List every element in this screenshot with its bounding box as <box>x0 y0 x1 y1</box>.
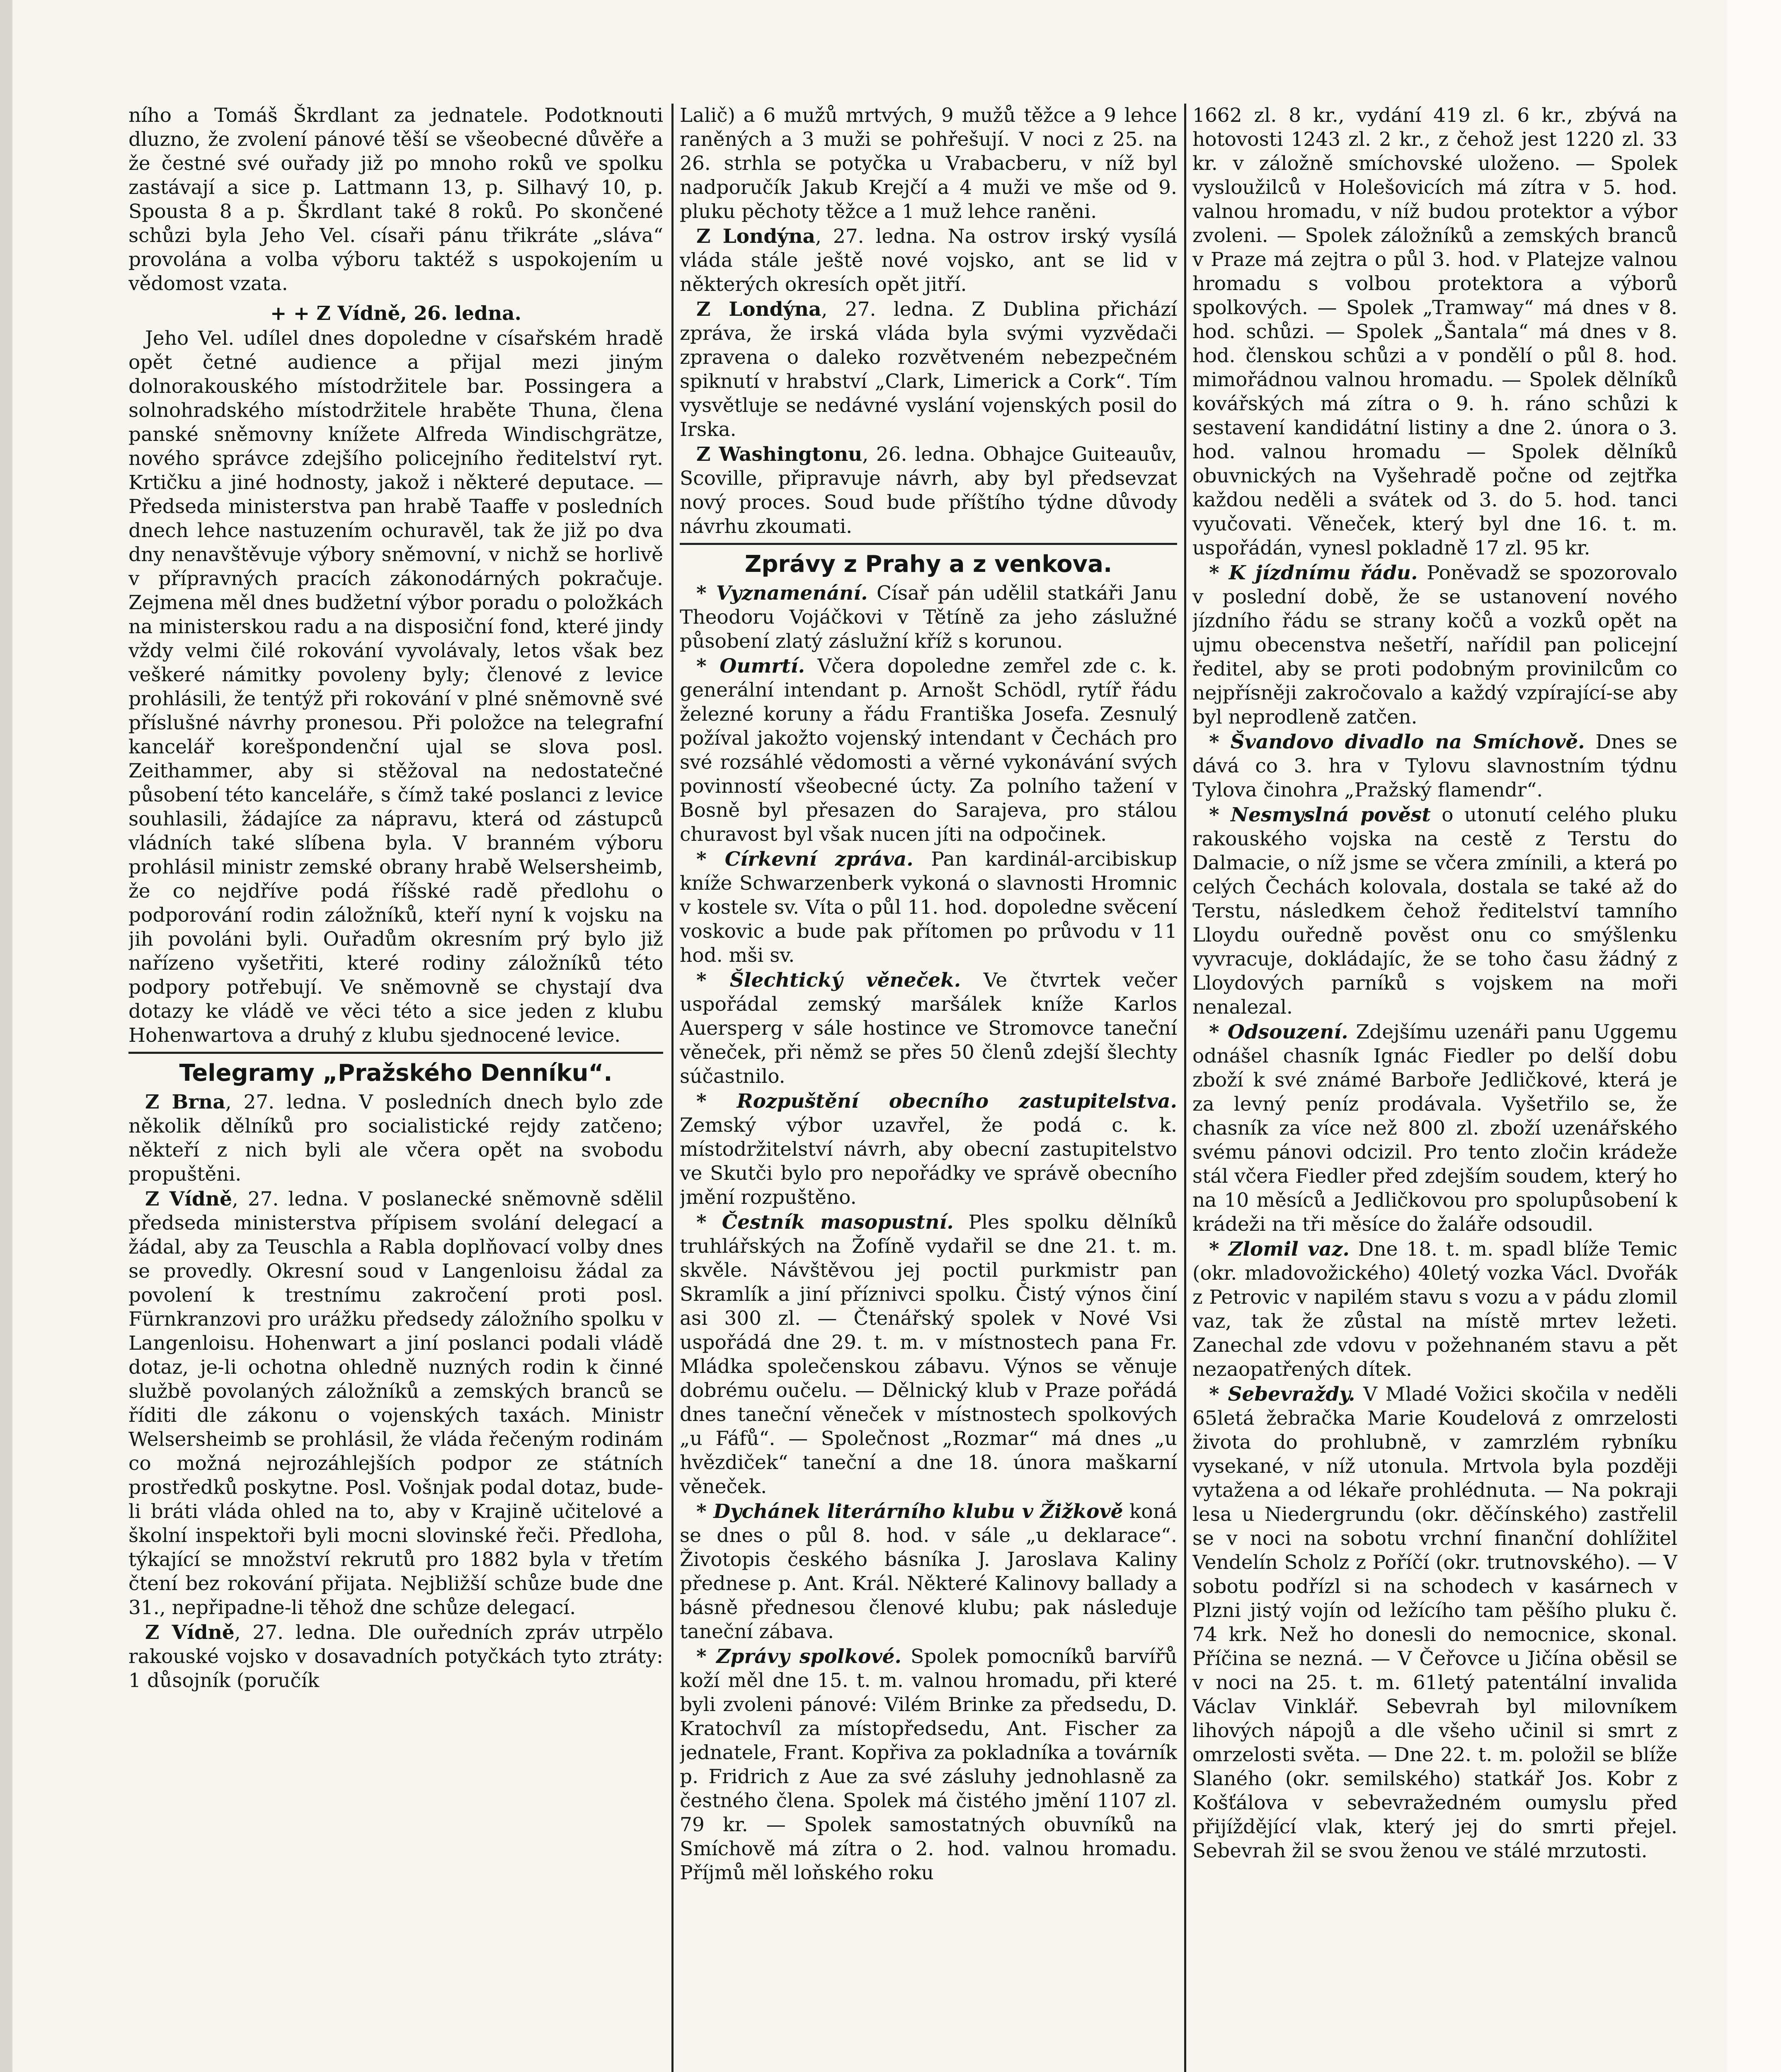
paragraph: 1662 zl. 8 kr., vydání 419 zl. 6 kr., zbývá na hotovosti 1243 zl. 2 kr., z čehož jest 1220 zl. 33 kr. v záložně smíchovské uloženo. — Spolek vysloužilců v Holešovicích má zítra v 5. hod. valnou hromadu, v níž budou protektor a výbor zvoleni. — Spolek záložníků a zemských branců v Praze má zejtra o půl 3. hod. v Platejze valnou hromadu s volbou protektora a výborů spolkových. — Spolek „Tramway“ má dnes v 8. hod. schůzi. — Spolek „Šantala“ má dnes v 8. hod. členskou schůzi a v pondělí o půl 8. hod. mimořádnou valnou hromadu. — Spolek dělníků kovářských má zítra o 9. h. ráno schůzi k sestavení kandidátní listiny a dne 2. února o 3. hod. valnou hromadu — Spolek dělníků obuvnických na Vyšehradě počne od zejtřka každou neděli a svátek od 3. do 5. hod. tanci vyučovati. Věneček, který byl dne 16. t. m. uspořádán, vynesl pokladně 17 zl. 95 kr. <box>1192 104 1677 559</box>
telegram: Z Londýna, 27. ledna. Z Dublina přichází zpráva, že irská vláda byla svými vyzvědači zpravena o daleko rozvětveném nebezpečném spiknutí v hrabství „Clark, Limerick a Cork“. Tím vysvětluje se nedávné vyslání vojenských posil do Irska. <box>680 298 1177 441</box>
column-3 <box>1192 104 1677 2072</box>
news-item: * Dychánek literárního klubu v Žižkově koná se dnes o půl 8. hod. v sále „u deklarace“. Životopis českého básníka J. Jaroslava Kaliny přednese p. Ant. Král. Některé Kalinovy ballady a básně přednesou členové klubu; pak následuje taneční zábava. <box>680 1500 1177 1643</box>
telegram: Z Vídně, 27. ledna. Dle ouředních zpráv utrpělo rakouské vojsko v dosavadních potyčkách tyto ztráty: 1 důsojník (poručík <box>128 1621 663 1692</box>
page-right-edge <box>1727 0 1781 2072</box>
news-item: * Církevní zpráva. Pan kardinál-arcibiskup kníže Schwarzenberk vykoná o slavnosti Hromnic v kostele sv. Víta o půl 11. hod. dopoledne svěcení voskovic a bude pak přítomen po průvodu v 11 hod. mši sv. <box>680 848 1177 967</box>
paragraph: Jeho Vel. udílel dnes dopoledne v císařském hradě opět četné audience a přijal mezi jiným dolnorakouského místodržitele bar. Possingera a solnohradského místodržitele hraběte Thuna, člena panské sněmovny knížete Alfreda Windischgrätze, nového správce zdejšího policejního ředitelství ryt. Krtičku a jiné hodnosty, jakož i některé deputace. — Předseda ministerstva pan hrabě Taaffe v posledních dnech lehce nastuzením ochuravěl, tak že již po dva dny nenavštěvuje výbory sněmovní, v nichž se horlivě v přípravných pracích zákonodárných pokračuje. Zejmena měl dnes budžetní výbor poradu o položkách na ministerskou radu a na disposiční fond, které jindy vždy velmi čilé rokování vyvolávaly, letos však bez veškeré námitky povoleny byly; členové z levice prohlásili, že tentýž při rokování v plné sněmovně své příslušné návrhy pronesou. Při položce na telegrafní kancelář korešpondenční ujal se slova posl. Zeithammer, aby si stěžoval na nedostatečné působení této kanceláře, s čímž také poslanci z levice souhlasili, žádajíce za nápravu, která od zástupců vládních také slíbena byla. V branném výboru prohlásil ministr zemské obrany hrabě Welsersheimb, že co nejdříve podá říšské radě předlohu o podporování rodin záložníků, kteří nyní k vojsku na jih povoláni byli. Ouřadům okresním prý bylo již nařízeno vyšetřiti, které rodiny záložníků této podpory potřebují. Ve sněmovně se chystají dva dotazy ke vládě ve věci této a sice jeden z klubu Hohenwartova a druhý z klubu sjednocené levice. <box>128 327 663 1047</box>
section-heading: Zprávy z Prahy a z venkova. <box>744 551 1112 578</box>
telegram: Z Washingtonu, 26. ledna. Obhajce Guiteauův, Scoville, připravuje návrh, aby byl předsevzat nový proces. Soud bude příštího týdne důvody návrhu zkoumati. <box>680 443 1177 538</box>
news-item: * Rozpuštění obecního zastupitelstva. Zemský výbor uzavřel, že podá c. k. místodržitelství návrh, aby obecní zastupitelstvo ve Skutči bylo pro nepořádky ve správě obecního jmění rozpuštěno. <box>680 1090 1177 1209</box>
divider <box>680 543 1177 545</box>
news-item: * Šlechtický věneček. Ve čtvrtek večer uspořádal zemský maršálek kníže Karlos Auersperg v sále hostince ve Stromovce taneční věneček, při němž se přes 50 členů zdejší šlechty súčastnilo. <box>680 969 1177 1088</box>
divider <box>128 1052 663 1054</box>
news-item: * Švandovo divadlo na Smíchově. Dnes se dává co 3. hra v Tylovu slavnostním týdnu Tylova činohra „Pražský flamendr“. <box>1192 731 1677 801</box>
paragraph: ního a Tomáš Škrdlant za jednatele. Podotknouti dluzno, že zvolení pánové těší se všeobecné důvěře a že čestné své ouřady již po mnoho roků ve spolku zastávají a sice p. Lattmann 13, p. Silhavý 10, p. Spousta 8 a p. Škrdlant také 8 roků. Po skončené schůzi byla Jeho Vel. císaři pánu třikráte „sláva“ provolána a volba výboru taktéž s uspokojením u vědomost vzata. <box>128 104 663 295</box>
column-rule <box>671 104 674 2072</box>
news-item: * Nesmyslná pověst o utonutí celého pluku rakouského vojska na cestě z Terstu do Dalmacie, o níž jsme se včera zmínili, a která po celých Čechách kolovala, dostala se také až do Terstu, následkem čehož ředitelství tamního Lloydu ouředně pověst onu co smýšlenku vyvracuje, dokládajíc, že se toho času žádný z Lloydových parníků s vojskem na moři nenalezal. <box>1192 804 1677 1019</box>
column-rule <box>1184 104 1186 2072</box>
news-item: * Vyznamenání. Císař pán udělil statkáři Janu Theodoru Vojáčkovi v Tětíně za jeho záslužné působení zlatý záslužní kříž s korunou. <box>680 582 1177 653</box>
news-item: * Odsouzení. Zdejšímu uzenáři panu Uggemu odnášel chasník Ignác Fiedler po delší dobu zboží k své známé Barboře Jedličkové, která je za levný peníz prodávala. Vyšetřilo se, že chasník za více než 800 zl. zboží uzenářského svému pánovi odcizil. Pro tento zločin krádeže stál včera Fiedler před zdejším soudem, který ho na 10 měsíců a Jedličkovou pro spolupůsobení k krádeži na tři měsíce do žaláře odsoudil. <box>1192 1021 1677 1236</box>
news-item: * Zprávy spolkové. Spolek pomocníků barvířů koží měl dne 15. t. m. valnou hromadu, při které byli zvoleni pánové: Vilém Brinke za předsedu, D. Kratochvíl za místopředsedu, Ant. Fischer za jednatele, Frant. Kopřiva za pokladníka a továrník p. Fridrich z Aue za své zásluhy jednohlasně za čestného člena. Spolek má čistého jmění 1107 zl. 79 kr. — Spolek samostatných obuvníků na Smíchově má zítra o 2. hod. valnou hromadu. Příjmů měl loňského roku <box>680 1645 1177 1884</box>
news-item: * Sebevraždy. V Mladé Vožici skočila v neděli 65letá žebračka Marie Koudelová z omrzelosti života do prohlubně, v zamrzlém rybníku vysekané, v níž utonula. Mrtvola byla později vytažena a od lékaře prohlédnuta. — Na pokraji lesa u Niedergrundu (okr. děčínského) zastřelil se v noci na sobotu vrchní finanční dohlížitel Vendelín Scholz z Poříčí (okr. trutnovského). — V sobotu podřízl si na schodech v kasárnech v Plzni jistý vojín od ležícího tam pěšího pluku č. 74 krk. Než ho donesli do nemocnice, skonal. Příčina se nezná. — V Čeřovce u Jičína oběsil se v noci na 25. t. m. 61letý patentální invalida Václav Vinklář. Sebevrah byl milovníkem lihových nápojů a dle všeho učinil si smrt z omrzelosti světa. — Dne 22. t. m. položil se blíže Slaného (okr. semilského) statkář Jos. Kobr z Košťálova v sebevražedném oumyslu před přijíždějící vlak, který jej do smrti přejel. Sebevrah žil se svou ženou ve stálé mrzutosti. <box>1192 1383 1677 1862</box>
telegram: Z Brna, 27. ledna. V posledních dnech bylo zde několik dělníků pro socialistické rejdy zatčeno; někteří z nich byli ale včera opět na svobodu propuštěni. <box>128 1091 663 1186</box>
page-left-edge <box>0 0 12 2072</box>
telegram: Z Londýna, 27. ledna. Na ostrov irský vysílá vláda stále ještě nové vojsko, ant se lid v některých okresích opět jitří. <box>680 225 1177 296</box>
dateline: + + Z Vídně, 26. ledna. <box>270 302 521 325</box>
section-heading: Telegramy „Pražského Denníku“. <box>179 1060 613 1087</box>
column-2 <box>680 104 1177 2072</box>
news-item: * K jízdnímu řádu. Poněvadž se spozorovalo v poslední době, že se ustanovení nového jízdního řádu se strany kočů a vozků opět na ujmu obecenstva nešetří, nařídil pan policejní ředitel, aby se proti podobným provinilcům co nejpřísněji zakročovalo a každý vzpírající-se aby byl neprodleně zatčen. <box>1192 562 1677 729</box>
news-item: * Čestník masopustní. Ples spolku dělníků truhlářských na Žofíně vydařil se dne 21. t. m. skvěle. Návštěvou jej poctil purkmistr pan Skramlík a jiní příznivci spolku. Čistý výnos činí asi 300 zl. — Čtenářský spolek v Nové Vsi uspořádá dne 29. t. m. v místnostech pana Fr. Mládka společenskou zábavu. Výnos se věnuje dobrému oučelu. — Dělnický klub v Praze pořádá dnes taneční věneček v místnostech spolkových „u Fáfů“. — Společnost „Rozmar“ má dnes „u hvězdiček“ taneční a dne 18. února maškarní věneček. <box>680 1211 1177 1498</box>
column-1 <box>128 104 663 2072</box>
telegram: Z Vídně, 27. ledna. V poslanecké sněmovně sdělil předseda ministerstva přípisem svolání delegací a žádal, aby za Teuschla a Rabla doplňovací volby dnes se provedly. Okresní soud v Langenloisu žádal za povolení k trestnímu zakročení proti posl. Fürnkranzovi pro urážku předsedy záložního spolku v Langenloisu. Hohenwart a jiní poslanci podali vládě dotaz, je-li ochotna ohledně nuzných rodin k činné službě povolaných záložníků a zemských branců se říditi dle zákonu o vojenských taxách. Ministr Welsersheimb se prohlásil, že vláda řečeným rodinám co možná nejrozáhlejších podpor ze státních prostředků poskytne. Posl. Vošnjak podal dotaz, bude-li bráti vláda ohled na to, aby v Krajině učitelové a školní inspektoři byli mocni slovinské řeči. Předloha, týkající se množství rekrutů pro 1882 byla v třetím čtení bez rokování přijata. Nejbližší schůze bude dne 31., nepřipadne-li těhož dne schůze delegací. <box>128 1188 663 1619</box>
paragraph: Lalič) a 6 mužů mrtvých, 9 mužů těžce a 9 lehce raněných a 3 muži se pohřešují. V noci z 25. na 26. strhla se potyčka u Vrabacberu, v níž byl nadporučík Jakub Krejčí a 4 muži ve mše od 9. pluku pěchoty těžce a 1 muž lehce raněni. <box>680 104 1177 223</box>
news-item: * Zlomil vaz. Dne 18. t. m. spadl blíže Temic (okr. mladovožického) 40letý vozka Václ. Dvořák z Petrovic v napilém stavu s vozu a v pádu zlomil vaz, tak že zůstal na místě mrtev ležeti. Zanechal zde vdovu v požehnaném stavu a pět nezaopatřených dítek. <box>1192 1238 1677 1381</box>
news-item: * Oumrtí. Včera dopoledne zemřel zde c. k. generální intendant p. Arnošt Schödl, rytíř řádu železné koruny a řádu Františka Josefa. Zesnulý požíval jakožto vojenský intendant v Čechách pro své rozsáhlé vědomosti a věrné vykonávání svých povinností všeobecné úcty. Za polního tažení v Bosně byl přesazen do Sarajeva, pro stálou churavost byl však nucen jíti na odpočinek. <box>680 655 1177 846</box>
